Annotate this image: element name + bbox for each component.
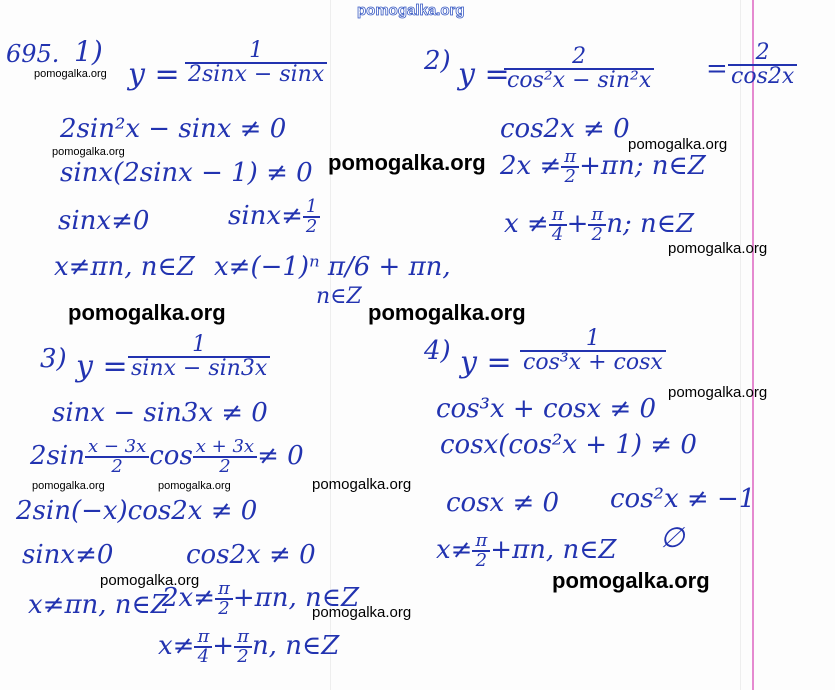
part2-fraction2 <box>728 42 797 88</box>
part4-number: 4) <box>424 336 451 366</box>
part2-line2: cos2x ≠ 0 <box>500 114 630 144</box>
part3-fraction <box>128 334 270 380</box>
part3-line6b-den: 2 <box>218 598 230 619</box>
part3-line2: sinx − sin3x ≠ 0 <box>52 398 268 428</box>
part1-number: 1) <box>74 35 103 68</box>
part3-line5a: sinx≠0 <box>22 540 114 570</box>
part3-line3 <box>30 438 304 476</box>
watermark-label: pomogalka.org <box>668 384 768 401</box>
part1-line5c: n∈Z <box>316 284 362 309</box>
part4-line2: cos³x + cosx ≠ 0 <box>436 394 657 424</box>
part3-line7-plus: + <box>212 631 235 661</box>
part3-line5b: cos2x ≠ 0 <box>186 540 316 570</box>
part4-line5-num: π <box>472 532 490 552</box>
part1-frac-num: 1 <box>185 40 327 64</box>
part2-frac2-den: cos2x <box>731 64 795 89</box>
part4-line5 <box>436 532 617 570</box>
part2-line4-den2: 2 <box>591 224 603 245</box>
part2-frac1-num: 2 <box>504 46 654 70</box>
part3-line6b-num: π <box>215 580 233 600</box>
empty-set-symbol: ∅ <box>660 521 685 554</box>
watermark-label: pomogalka.org <box>52 146 125 158</box>
part1-line2: 2sin²x − sinx ≠ 0 <box>60 114 287 144</box>
part3-line7-rhs: n, n∈Z <box>251 631 340 661</box>
part3-line7-lhs: x≠ <box>158 631 195 661</box>
part3-line3-post: ≠ 0 <box>257 441 304 471</box>
part4-frac-den: cos³x + cosx <box>523 350 663 375</box>
watermark-label: pomogalka.org <box>328 150 486 175</box>
part3-frac-num: 1 <box>128 334 270 358</box>
margin-line <box>752 0 754 690</box>
part1-eq-lhs: y = <box>128 57 180 92</box>
part4-eq-lhs: y = <box>460 345 512 380</box>
part2-line3 <box>500 148 706 186</box>
part1-line4b-den: 2 <box>305 216 318 237</box>
part2-line4-num2: π <box>588 206 606 226</box>
watermark-label: pomogalka.org <box>668 240 768 257</box>
part3-line7-den2: 2 <box>237 646 249 667</box>
part1-line4b <box>228 198 320 236</box>
part1-line4a: sinx≠0 <box>58 206 150 236</box>
watermark-top: pomogalka.org <box>357 2 465 19</box>
part2-line3-num: π <box>561 148 579 168</box>
watermark-label: pomogalka.org <box>312 476 412 493</box>
part3-line3-den1: 2 <box>111 456 123 477</box>
part3-line3-pre: 2sin <box>30 441 85 471</box>
part3-line6a: x≠πn, n∈Z <box>28 590 169 620</box>
part2-frac2-num: 2 <box>728 42 797 66</box>
part4-line5-den: 2 <box>475 550 488 571</box>
watermark-label: pomogalka.org <box>34 68 107 80</box>
part4-line4b: cos²x ≠ −1 <box>610 484 756 514</box>
part4-line5-lhs: x≠ <box>436 535 473 565</box>
part3-line3-den2: 2 <box>219 456 231 477</box>
part2-line3-rhs: +πn; n∈Z <box>579 151 706 181</box>
part4-line3: cosx(cos²x + 1) ≠ 0 <box>440 430 697 460</box>
watermark-label: pomogalka.org <box>68 300 226 325</box>
part3-number: 3) <box>40 344 67 374</box>
part4-fraction <box>520 328 666 374</box>
watermark-label: pomogalka.org <box>552 568 710 593</box>
part2-eq-lhs: y = <box>458 57 510 92</box>
part2-line4-den1: 4 <box>551 224 564 245</box>
watermark-label: pomogalka.org <box>158 480 231 492</box>
part1-fraction <box>185 40 327 86</box>
part3-line3-mid: cos <box>149 441 193 471</box>
part2-equals: = <box>706 54 728 84</box>
watermark-label: pomogalka.org <box>32 480 105 492</box>
part3-line7 <box>158 628 339 666</box>
part2-line3-lhs: 2x ≠ <box>500 151 562 181</box>
part4-line4a: cosx ≠ 0 <box>446 488 560 518</box>
part2-line4-lhs: x ≠ <box>504 209 549 239</box>
watermark-label: pomogalka.org <box>312 604 412 621</box>
part3-line3-num2: x + 3x <box>193 438 257 458</box>
part3-line7-num1: π <box>194 628 212 648</box>
part1-line5a: x≠πn, n∈Z <box>54 252 195 282</box>
part2-number: 2) <box>424 46 451 76</box>
part3-line6b-lhs: 2x≠ <box>162 583 215 613</box>
part2-fraction1 <box>504 46 654 92</box>
watermark-label: pomogalka.org <box>628 136 728 153</box>
part4-frac-num: 1 <box>520 328 666 352</box>
problem-number: 695. <box>6 40 60 68</box>
part3-line4: 2sin(−x)cos2x ≠ 0 <box>16 496 258 526</box>
part3-line6b-rhs: +πn, n∈Z <box>232 583 360 613</box>
part1-line5b: x≠(−1)ⁿ π/6 + πn, <box>214 252 451 282</box>
paper-fold-line <box>740 0 741 690</box>
part2-line3-den: 2 <box>564 166 576 187</box>
watermark-label: pomogalka.org <box>368 300 526 325</box>
part2-line4-num1: π <box>549 206 567 226</box>
part1-frac-den: 2sinx − sinx <box>188 62 325 87</box>
part3-line7-num2: π <box>234 628 252 648</box>
part1-line4b-lhs: sinx≠ <box>228 201 303 231</box>
part1-line4b-num: 1 <box>303 198 320 218</box>
part1-line3: sinx(2sinx − 1) ≠ 0 <box>60 158 313 188</box>
part2-line4-plus: + <box>566 209 589 239</box>
part3-line3-num1: x − 3x <box>85 438 149 458</box>
part3-frac-den: sinx − sin3x <box>131 356 268 381</box>
watermark-label: pomogalka.org <box>100 572 200 589</box>
part3-eq-lhs: y = <box>76 349 128 384</box>
part2-frac1-den: cos²x − sin²x <box>507 68 652 93</box>
part4-line5-rhs: +πn, n∈Z <box>490 535 617 565</box>
part2-line4-rhs: n; n∈Z <box>606 209 695 239</box>
part2-line4 <box>504 206 694 244</box>
part3-line7-den1: 4 <box>197 646 210 667</box>
